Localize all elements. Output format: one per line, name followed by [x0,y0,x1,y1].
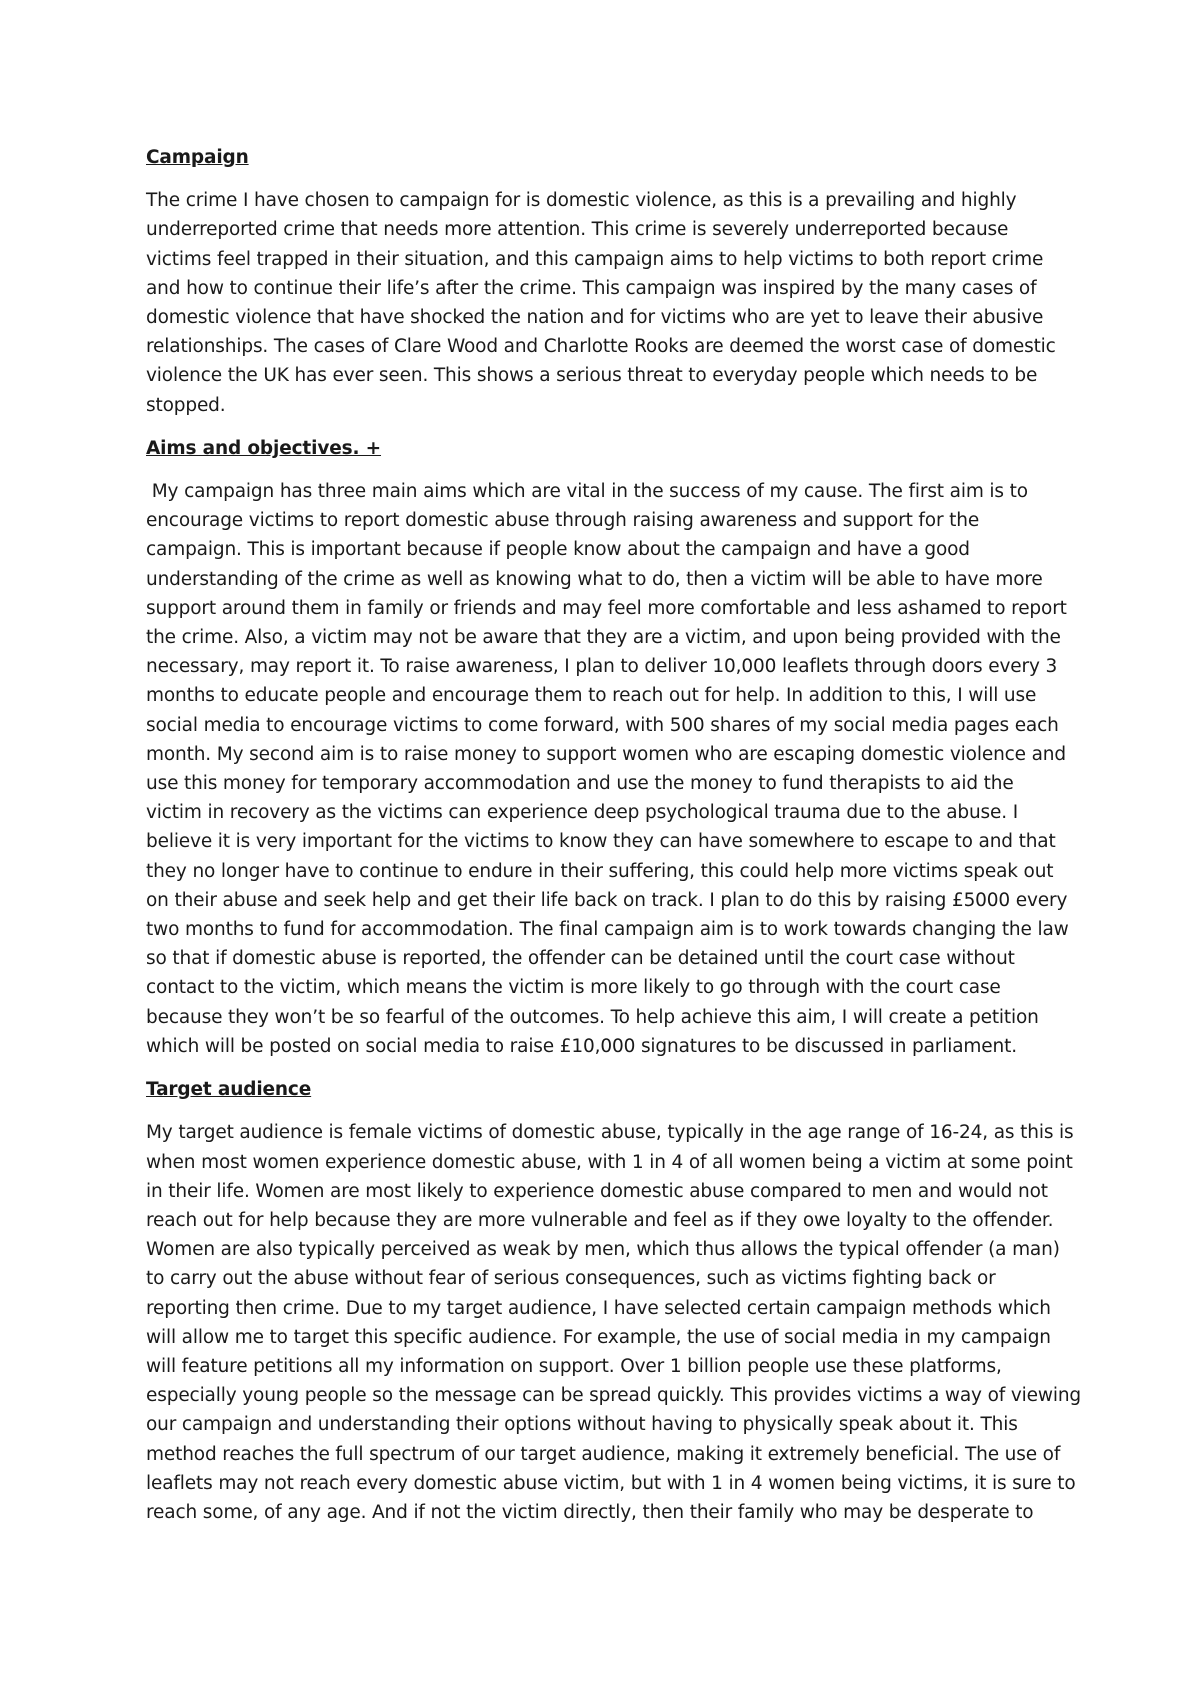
paragraph-line: campaign. This is important because if people know about the campaign and have a good [146,539,970,561]
paragraph-line: victim in recovery as the victims can experience deep psychological trauma due to the abuse. I [146,802,1019,824]
section-heading: Target audience [146,1079,312,1101]
section-campaign [146,143,1066,420]
paragraph-line: contact to the victim, which means the victim is more likely to go through with the court case [146,977,1001,999]
paragraph [146,477,1069,1061]
paragraph-line: use this money for temporary accommodation and use the money to fund therapists to aid the [146,773,1014,795]
paragraph-line: reach some, of any age. And if not the victim directly, then their family who may be desperate to [146,1501,1034,1523]
paragraph-line: My campaign has three main aims which are vital in the success of my cause. The first aim is to [146,481,1028,503]
paragraph-line: the crime. Also, a victim may not be aware that they are a victim, and upon being provided with the [146,627,1061,649]
paragraph-line: domestic violence that have shocked the nation and for victims who are yet to leave their abusive [146,307,1044,329]
paragraph-line: months to educate people and encourage them to reach out for help. In addition to this, I will use [146,685,1037,707]
paragraph-line: especially young people so the message can be spread quickly. This provides victims a way of viewing [146,1385,1081,1407]
paragraph-line: to carry out the abuse without fear of serious consequences, such as victims fighting back or [146,1268,996,1290]
paragraph-line: The crime I have chosen to campaign for is domestic violence, as this is a prevailing and highly [146,190,1017,212]
paragraph-line: necessary, may report it. To raise awareness, I plan to deliver 10,000 leaflets through doors every 3 [146,656,1058,678]
paragraph-line: method reaches the full spectrum of our target audience, making it extremely beneficial. The use of [146,1443,1061,1465]
paragraph-line: Women are also typically perceived as weak by men, which thus allows the typical offender (a man) [146,1239,1060,1261]
paragraph-line: they no longer have to continue to endure in their suffering, this could help more victims speak out [146,860,1054,882]
paragraph-line: reporting then crime. Due to my target audience, I have selected certain campaign methods which [146,1297,1051,1319]
paragraph-line: will allow me to target this specific audience. For example, the use of social media in my campaign [146,1326,1051,1348]
paragraph-line: because they won’t be so fearful of the outcomes. To help achieve this aim, I will create a petition [146,1006,1039,1028]
paragraph-line: our campaign and understanding their options without having to physically speak about it. This [146,1414,1018,1436]
paragraph-line: when most women experience domestic abuse, with 1 in 4 of all women being a victim at some point [146,1151,1073,1173]
paragraph-line: on their abuse and seek help and get their life back on track. I plan to do this by raising £5000 every [146,889,1068,911]
paragraph-line: understanding of the crime as well as knowing what to do, then a victim will be able to have more [146,568,1043,590]
paragraph-line: reach out for help because they are more vulnerable and feel as if they owe loyalty to the offender. [146,1209,1054,1231]
paragraph-line: My target audience is female victims of domestic abuse, typically in the age range of 16-24, as this is [146,1122,1074,1144]
paragraph-line: in their life. Women are most likely to experience domestic abuse compared to men and would not [146,1180,1048,1202]
paragraph-line: social media to encourage victims to come forward, with 500 shares of my social media pages each [146,714,1059,736]
paragraph-line: so that if domestic abuse is reported, the offender can be detained until the court case without [146,948,1015,970]
paragraph-line: and how to continue their life’s after the crime. This campaign was inspired by the many cases of [146,277,1037,299]
paragraph-line: victims feel trapped in their situation, and this campaign aims to help victims to both report crime [146,248,1044,270]
paragraph-line: encourage victims to report domestic abuse through raising awareness and support for the [146,510,980,532]
paragraph-line: two months to fund for accommodation. The final campaign aim is to work towards changing the law [146,919,1069,941]
section-heading: Campaign [146,147,249,168]
paragraph-line: believe it is very important for the victims to know they can have somewhere to escape to and that [146,831,1056,853]
paragraph [146,1118,1081,1527]
section-aims-and-objectives [146,434,1069,1061]
paragraph-line: will feature petitions all my information on support. Over 1 billion people use these platforms, [146,1355,1002,1377]
paragraph [146,186,1066,420]
paragraph-line: which will be posted on social media to raise £10,000 signatures to be discussed in parliament. [146,1035,1017,1057]
paragraph-line: month. My second aim is to raise money to support women who are escaping domestic violence and [146,743,1066,765]
paragraph-line: leaflets may not reach every domestic abuse victim, but with 1 in 4 women being victims, it is sure to [146,1472,1076,1494]
paragraph-line: stopped. [146,394,226,416]
section-heading: Aims and objectives. + [146,437,382,459]
paragraph-line: violence the UK has ever seen. This shows a serious threat to everyday people which needs to be [146,365,1038,387]
paragraph-line: relationships. The cases of Clare Wood and Charlotte Rooks are deemed the worst case of domestic [146,336,1056,358]
document-body [146,143,1081,1541]
paragraph-line: underreported crime that needs more attention. This crime is severely underreported because [146,219,1009,241]
paragraph-line: support around them in family or friends and may feel more comfortable and less ashamed to report [146,597,1067,619]
section-target-audience [146,1075,1081,1527]
